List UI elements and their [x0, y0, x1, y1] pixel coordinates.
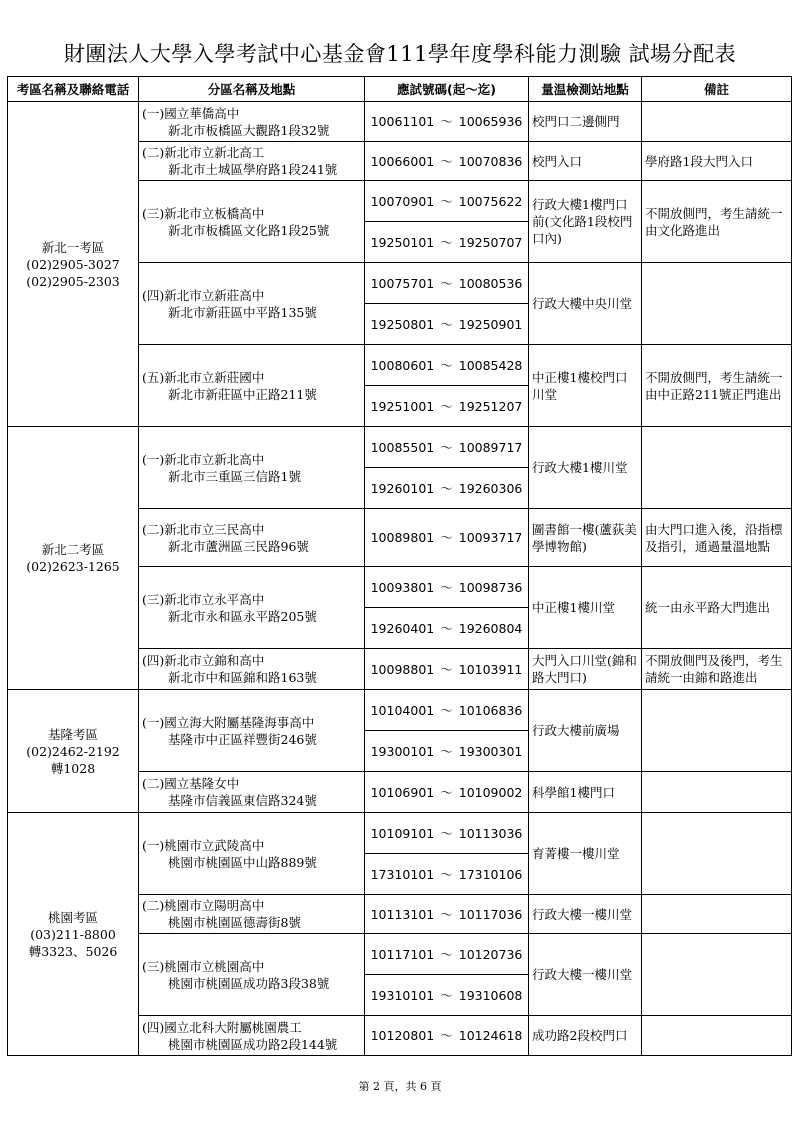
region-phone: (03)211-8800: [30, 926, 116, 942]
page-footer: 第 2 頁，共 6 頁: [358, 1080, 442, 1093]
page-title: 財團法人大學入學考試中心基金會111學年度學科能力測驗 試場分配表: [63, 42, 737, 66]
region-phone: (02)2462-2192: [26, 743, 120, 759]
site-address: 桃園市桃園區中山路889號: [168, 854, 317, 870]
site-cell: [139, 142, 365, 181]
range-tilde: ～: [440, 439, 453, 455]
number-range-cell: [365, 975, 529, 1016]
header-region: 考區名稱及聯絡電話: [8, 77, 139, 102]
range-from: 10104001: [370, 702, 435, 718]
number-range-cell: [365, 772, 529, 813]
range-from: 10089801: [370, 530, 435, 545]
range-from: 10120801: [370, 1028, 435, 1043]
table-row: [8, 427, 792, 468]
range-to: 17310106: [458, 866, 523, 882]
range-to: 10103911: [458, 661, 523, 677]
temperature-station-cell: 成功路2段校門口: [529, 1016, 642, 1056]
note-cell: [642, 934, 792, 1016]
region-cell: [8, 813, 139, 1056]
site-name: (一)國立華僑高中: [142, 105, 240, 121]
site-address: 桃園市桃園區成功路3段38號: [168, 975, 330, 991]
site-name: (一)國立海大附屬基隆海事高中: [142, 714, 315, 730]
number-range-cell: [365, 731, 529, 772]
site-cell: [139, 772, 365, 813]
range-tilde: ～: [440, 987, 453, 1003]
site-name: (二)新北市立三民高中: [142, 521, 265, 537]
site-address: 新北市中和區錦和路163號: [168, 670, 317, 685]
note-cell: 學府路1段大門入口: [642, 142, 792, 181]
region-name: 桃園考區: [47, 909, 98, 925]
note-cell: 不開放側門，考生請統一由文化路進出: [642, 181, 792, 263]
temperature-station-cell: 行政大樓一樓川堂: [529, 895, 642, 934]
number-range-cell: [365, 263, 529, 304]
note-cell: [642, 895, 792, 934]
site-name: (五)新北市立新莊國中: [142, 369, 265, 385]
number-range-cell: [365, 427, 529, 468]
number-range-cell: [365, 468, 529, 509]
site-cell: [139, 813, 365, 895]
number-range-cell: [365, 509, 529, 567]
region-name: 新北二考區: [41, 542, 105, 557]
range-tilde: ～: [440, 866, 453, 882]
site-address: 新北市永和區永平路205號: [168, 608, 317, 624]
site-name: (三)桃園市立桃園高中: [142, 958, 265, 974]
temperature-station-cell: 行政大樓前廣場: [529, 690, 642, 772]
range-to: 19260306: [458, 480, 523, 496]
range-tilde: ～: [440, 906, 453, 922]
range-from: 19260401: [370, 620, 435, 636]
number-range-cell: [365, 386, 529, 427]
site-cell: [139, 263, 365, 345]
site-address: 新北市板橋區文化路1段25號: [168, 222, 330, 238]
range-from: 19310101: [370, 987, 435, 1003]
range-from: 10061101: [370, 114, 435, 129]
range-from: 10117101: [370, 946, 435, 962]
number-range-cell: [365, 1016, 529, 1056]
region-cell: [8, 427, 139, 690]
site-address: 桃園市桃園區德壽街8號: [168, 915, 301, 930]
range-to: 10098736: [458, 579, 523, 595]
range-tilde: ～: [440, 784, 453, 800]
site-name: (二)國立基隆女中: [142, 776, 240, 791]
range-to: 10065936: [458, 114, 523, 129]
region-phone: (02)2623-1265: [26, 559, 120, 574]
number-range-cell: [365, 222, 529, 263]
number-range-cell: [365, 345, 529, 386]
range-tilde: ～: [440, 743, 453, 759]
site-name: (二)新北市立新北高工: [142, 145, 265, 160]
range-tilde: ～: [440, 946, 453, 962]
range-to: 10089717: [458, 439, 523, 455]
range-from: 10093801: [370, 579, 435, 595]
range-from: 10113101: [370, 906, 435, 922]
range-to: 19260804: [458, 620, 523, 636]
site-address: 新北市新莊區中正路211號: [168, 386, 317, 402]
site-name: (四)新北市立錦和高中: [142, 653, 265, 668]
number-range-cell: [365, 142, 529, 181]
table-row: [8, 813, 792, 854]
table-body: [8, 102, 792, 1056]
range-to: 19310608: [458, 987, 523, 1003]
range-to: 19251207: [458, 398, 523, 414]
header-note: 備註: [642, 77, 792, 102]
temperature-station-cell: 行政大樓一樓川堂: [529, 934, 642, 1016]
region-phone: (02)2905-2303: [26, 273, 120, 289]
range-to: 10113036: [458, 825, 523, 841]
range-tilde: ～: [440, 398, 453, 414]
temperature-station-cell: 行政大樓中央川堂: [529, 263, 642, 345]
site-address: 桃園市桃園區成功路2段144號: [168, 1036, 338, 1052]
range-from: 19260101: [370, 480, 435, 496]
range-from: 10070901: [370, 193, 435, 209]
site-address: 新北市新莊區中平路135號: [168, 304, 317, 320]
range-from: 10075701: [370, 275, 435, 291]
site-cell: [139, 181, 365, 263]
site-cell: [139, 1016, 365, 1056]
range-to: 10120736: [458, 946, 523, 962]
note-cell: 統一由永平路大門進出: [642, 567, 792, 649]
number-range-cell: [365, 895, 529, 934]
range-from: 10098801: [370, 661, 435, 677]
table-row: [8, 690, 792, 731]
range-from: 19250101: [370, 234, 435, 250]
note-cell: [642, 263, 792, 345]
note-cell: 由大門口進入後，沿指標及指引，通過量溫地點: [642, 509, 792, 567]
range-to: 10093717: [458, 530, 523, 545]
range-from: 10066001: [370, 153, 435, 169]
site-cell: [139, 649, 365, 690]
number-range-cell: [365, 813, 529, 854]
range-from: 19300101: [370, 743, 435, 759]
temperature-station-cell: 大門入口川堂(錦和路大門口): [529, 649, 642, 690]
site-name: (三)新北市立永平高中: [142, 591, 265, 607]
range-to: 19300301: [458, 743, 523, 759]
range-tilde: ～: [440, 153, 453, 169]
note-cell: [642, 690, 792, 772]
range-to: 19250901: [458, 316, 523, 332]
note-cell: [642, 772, 792, 813]
table-header-row: [8, 77, 792, 102]
range-tilde: ～: [440, 234, 453, 250]
number-range-cell: [365, 690, 529, 731]
site-cell: [139, 934, 365, 1016]
site-name: (四)國立北科大附屬桃園農工: [142, 1019, 302, 1035]
number-range-cell: [365, 608, 529, 649]
range-from: 10085501: [370, 439, 435, 455]
range-tilde: ～: [440, 275, 453, 291]
note-cell: [642, 102, 792, 142]
temperature-station-cell: 育菁樓一樓川堂: [529, 813, 642, 895]
site-address: 新北市蘆洲區三民路96號: [168, 538, 309, 554]
range-from: 19251001: [370, 398, 435, 414]
site-cell: [139, 895, 365, 934]
range-to: 10080536: [458, 275, 523, 291]
range-tilde: ～: [440, 579, 453, 595]
temperature-station-cell: 行政大樓1樓川堂: [529, 427, 642, 509]
range-tilde: ～: [440, 480, 453, 496]
exam-site-table: [7, 76, 792, 1056]
range-tilde: ～: [440, 620, 453, 636]
site-address: 新北市板橋區大觀路1段32號: [168, 122, 330, 138]
temperature-station-cell: 中正樓1樓川堂: [529, 567, 642, 649]
range-to: 19250707: [458, 234, 523, 250]
range-tilde: ～: [440, 1028, 453, 1043]
site-cell: [139, 690, 365, 772]
range-tilde: ～: [440, 825, 453, 841]
range-tilde: ～: [440, 530, 453, 545]
range-from: 10109101: [370, 825, 435, 841]
range-to: 10075622: [458, 193, 523, 209]
region-phone: (02)2905-3027: [26, 256, 120, 272]
header-site: 分區名稱及地點: [139, 77, 365, 102]
temperature-station-cell: 圖書館一樓(蘆荻美學博物館): [529, 509, 642, 567]
site-name: (三)新北市立板橋高中: [142, 205, 265, 221]
number-range-cell: [365, 304, 529, 345]
temperature-station-cell: 科學館1樓門口: [529, 772, 642, 813]
header-number-range: 應試號碼(起～迄): [365, 77, 529, 102]
number-range-cell: [365, 567, 529, 608]
range-to: 10085428: [458, 357, 523, 373]
site-address: 基隆市中正區祥豐街246號: [168, 731, 317, 747]
range-from: 19250801: [370, 316, 435, 332]
range-to: 10124618: [458, 1028, 523, 1043]
range-to: 10109002: [458, 784, 523, 800]
number-range-cell: [365, 649, 529, 690]
range-tilde: ～: [440, 114, 453, 129]
number-range-cell: [365, 181, 529, 222]
site-cell: [139, 509, 365, 567]
site-name: (四)新北市立新莊高中: [142, 287, 265, 303]
range-to: 10117036: [458, 906, 523, 922]
note-cell: [642, 1016, 792, 1056]
site-cell: [139, 427, 365, 509]
region-name: 新北一考區: [41, 239, 105, 255]
range-to: 10106836: [458, 702, 523, 718]
site-address: 新北市三重區三信路1號: [168, 468, 301, 484]
note-cell: [642, 813, 792, 895]
range-tilde: ～: [440, 316, 453, 332]
temperature-station-cell: 行政大樓1樓門口前(文化路1段校門口內): [529, 181, 642, 263]
region-name: 基隆考區: [47, 726, 98, 742]
temperature-station-cell: 校門口二邊側門: [529, 102, 642, 142]
temperature-station-cell: 中正樓1樓校門口川堂: [529, 345, 642, 427]
site-name: (一)桃園市立武陵高中: [142, 837, 265, 853]
site-cell: [139, 345, 365, 427]
note-cell: [642, 427, 792, 509]
range-from: 10106901: [370, 784, 435, 800]
site-address: 基隆市信義區東信路324號: [168, 793, 317, 808]
number-range-cell: [365, 934, 529, 975]
site-cell: [139, 567, 365, 649]
site-address: 新北市土城區學府路1段241號: [168, 162, 338, 177]
temperature-station-cell: 校門入口: [529, 142, 642, 181]
region-phone: 轉1028: [50, 760, 96, 776]
note-cell: 不開放側門及後門，考生請統一由錦和路進出: [642, 649, 792, 690]
site-name: (一)新北市立新北高中: [142, 451, 265, 467]
range-tilde: ～: [440, 193, 453, 209]
range-tilde: ～: [440, 357, 453, 373]
note-cell: 不開放側門，考生請統一由中正路211號正門進出: [642, 345, 792, 427]
range-from: 17310101: [370, 866, 435, 882]
table-row: [8, 102, 792, 142]
header-temperature-station: 量温檢測站地點: [529, 77, 642, 102]
region-cell: [8, 690, 139, 813]
region-cell: [8, 102, 139, 427]
range-from: 10080601: [370, 357, 435, 373]
range-tilde: ～: [440, 661, 453, 677]
site-cell: [139, 102, 365, 142]
site-name: (二)桃園市立陽明高中: [142, 898, 265, 913]
number-range-cell: [365, 102, 529, 142]
number-range-cell: [365, 854, 529, 895]
range-tilde: ～: [440, 702, 453, 718]
range-to: 10070836: [458, 153, 523, 169]
region-phone: 轉3323、5026: [28, 943, 118, 959]
